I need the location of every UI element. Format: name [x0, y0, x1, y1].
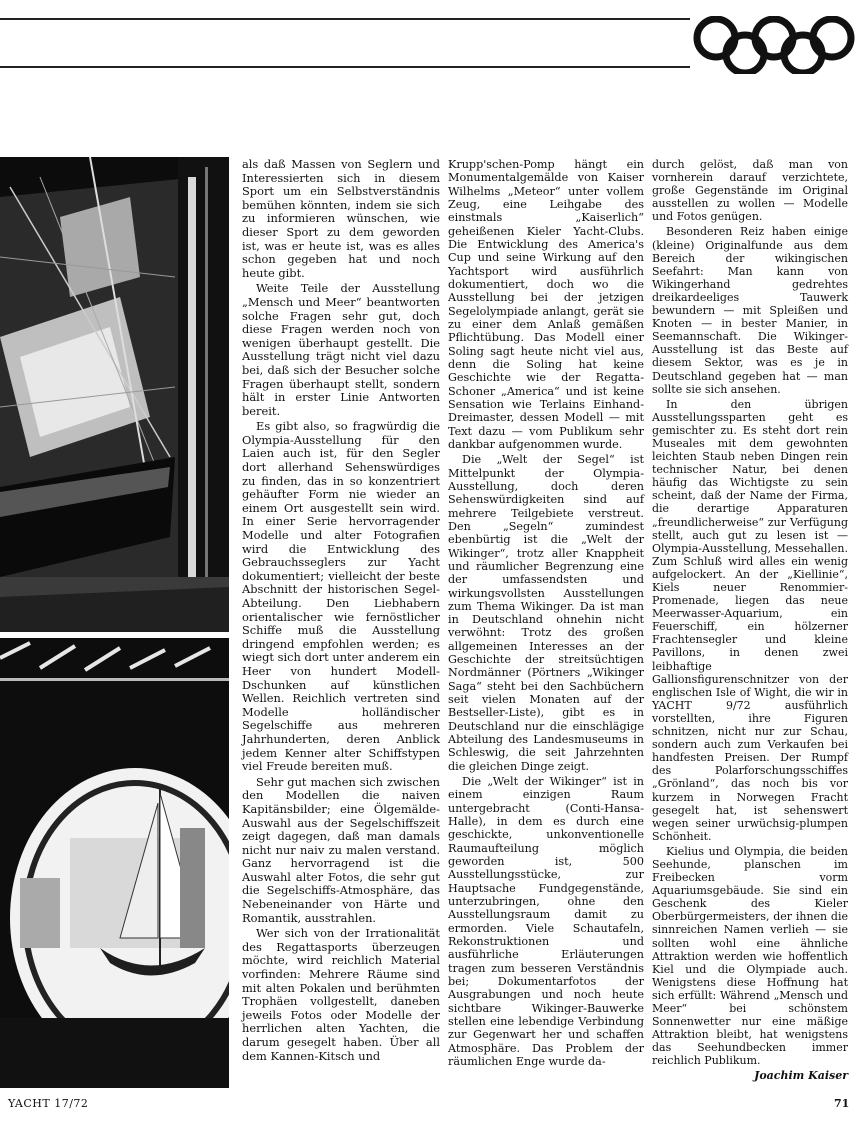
page-number: 71 — [834, 1097, 850, 1110]
porthole-boat-photo — [0, 638, 229, 1088]
olympic-rings-logo — [690, 16, 858, 74]
article-column-1 — [242, 158, 440, 1065]
paragraph: Sehr gut machen sich zwischen den Modellen die naiven Kapitänsbilder; eine Ölgemälde-Auswahl aus der Segelschiffszeit zeigt dagegen, daß man damals nicht nur naiv zu malen verstand. Ganz hervorragend ist die Auswahl alter Fotos, die sehr gut die Segelschiffs-Atmosphäre, das Nebeneinander von Härte und Romantik, ausstrahlen. — [242, 774, 440, 925]
paragraph: durch gelöst, daß man von vornherein darauf verzichtete, große Gegenstände im Original ausstellen zu wollen — Modelle und Fotos genügen. — [652, 158, 848, 224]
header-rule-middle — [0, 66, 690, 68]
header-rule-top — [0, 18, 690, 20]
paragraph: Es gibt also, so fragwürdig die Olympia-Ausstellung für den Laien auch ist, für den Segler dort allerhand Sehenswürdiges zu finden, das in so konzentriert gehäufter Form nie wieder an einem Ort ausgestellt sein wird. In einer Serie hervorragender Modelle und alter Fotografien wird die Entwicklung des Gebrauchsseglers zur Yacht dokumentiert; vielleicht der beste Abschnitt der historischen Segel-Abteilung. Den Liebhabern orientalischer wie fernöstlicher Schiffe muß die Ausstellung dringend empfohlen werden; es wiegt sich dort unter anderem ein Heer von hundert Modell-Dschunken auf künstlichen Wellen. Reichlich vertreten sind Modelle holländischer Segelschiffe aus mehreren Jahrhunderten, deren Anblick jedem Kenner alter Schiffstypen viel Freude bereiten muß. — [242, 419, 440, 774]
paragraph: Wer sich von der Irrationalität des Regattasports überzeugen möchte, wird reichlich Material vorfinden: Mehrere Räume sind mit alten Pokalen und berühmten Trophäen vollgestellt, daneben jeweils Fotos oder Modelle der herrlichen alten Yachten, die darum gesegelt haben. Über all dem Kannen-Kitsch und — [242, 926, 440, 1063]
paragraph: Die „Welt der Segel“ ist Mittelpunkt der Olympia-Ausstellung, doch deren Sehenswürdigkeiten sind auf mehrere Teilgebiete verstreut. Den „Segeln“ zumindest ebenbürtig ist die „Welt der Wikinger“, trotz aller Knappheit und räumlicher Begrenzung eine der umfassendsten und wirkungsvollsten Ausstellungen zum Thema Wikinger. Da ist man in Deutschland ohnehin nicht verwöhnt: Trotz des großen allgemeinen Interesses an der Geschichte der streitsüchtigen Nordmänner (Pörtners „Wikinger Saga“ steht bei den Sachbüchern seit vielen Monaten auf der Bestseller-Liste), gibt es in Deutschland nur die einschlägige Abteilung des Landesmuseums in Schleswig, die seit Jahrzehnten die gleichen Dinge zeigt. — [448, 453, 644, 773]
paragraph: Krupp'schen-Pomp hängt ein Monumentalgemälde von Kaiser Wilhelms „Meteor“ unter vollem Zeug, eine Leihgabe des einstmals „Kaiserlich“ geheißenen Kieler Yacht-Clubs. Die Entwicklung des America's Cup und seine Wirkung auf den Yachtsport wird ausführlich dokumentiert, doch wo die Ausstellung bei der jetzigen Segelolympiade anlangt, gerät sie zu einer dem Anlaß gemäßen Pflichtübung. Das Modell einer Soling sagt heute nicht viel aus, denn die Soling hat keine Geschichte wie der Regatta-Schoner „America“ und ist keine Sensation wie Terlains Einhand-Dreimaster, dessen Modell — mit Text dazu — vom Publikum sehr dankbar aufgenommen wurde. — [448, 158, 644, 451]
paragraph: Kielius und Olympia, die beiden Seehunde, planschen im Freibecken vorm Aquariumsgebäude. Sie sind ein Geschenk des Kieler Oberbürgermeisters, der ihnen die sinnreichen Namen verlieh — sie sollten wohl eine ähnliche Attraktion werden wie hoffentlich Kiel und die Olympiade auch. Wenigstens diese Hoffnung hat sich erfüllt: Während „Mensch und Meer“ bei schönstem Sonnenwetter nur eine mäßige Attraktion bleibt, hat wenigstens das Seehundbecken immer reichlich Publikum. — [652, 844, 848, 1068]
paragraph: Die „Welt der Wikinger“ ist in einem einzigen Raum untergebracht (Conti-Hansa-Halle), in dem es durch eine geschickte, unkonventionelle Raumaufteilung möglich geworden ist, 500 Ausstellungsstücke, zur Hauptsache Fundgegenstände, unterzubringen, ohne den Ausstellungsraum damit zu ermorden. Viele Schautafeln, Rekonstruktionen und ausführliche Erläuterungen tragen zum besseren Verständnis bei; Dokumentarfotos der Ausgrabungen und noch heute sichtbare Wikinger-Bauwerke stellen eine lebendige Verbindung zur Gegenwart her und schaffen Atmosphäre. Das Problem der räumlichen Enge wurde da- — [448, 775, 644, 1068]
paragraph: als daß Massen von Seglern und Interessierten sich in diesem Sport um ein Selbstverständnis bemühen könnten, indem sie sich zu informieren wünschen, wie dieser Sport zu dem geworden ist, was er heute ist, was es alles schon gegeben hat und noch heute gibt. — [242, 157, 440, 280]
author-signature: Joachim Kaiser — [754, 1069, 848, 1083]
ship-model-photo — [0, 157, 229, 632]
issue-label: YACHT 17/72 — [8, 1097, 89, 1110]
paragraph: Besonderen Reiz haben einige (kleine) Originalfunde aus dem Bereich der wikingischen Seefahrt: Man kann von Wikingerhand gedrehtes dreikardeeliges Tauwerk bewundern — mit Spleißen und Knoten — in bester Manier, in Seemannschaft. Die Wikinger-Ausstellung ist das Beste auf diesem Sektor, was es je in Deutschland gegeben hat — man sollte sie sich ansehen. — [652, 225, 848, 396]
article-column-2 — [448, 158, 644, 1070]
paragraph: In den übrigen Ausstellungssparten geht es gemischter zu. Es steht dort rein Museales mit dem gewohnten leichten Staub neben Dingen rein technischer Natur, bei denen häufig das Wichtigste zu sein scheint, daß der Name der Firma, die derartige Apparaturen „freundlicherweise“ zur Verfügung stellt, auch gut zu lesen ist — Olympia-Ausstellung, Messehallen. Zum Schluß wird alles ein wenig aufgelockert. An der „Kiellinie“, Kiels neuer Renommier-Promenade, liegen das neue Meerwasser-Aquarium, ein Feuerschiff, ein hölzerner Frachtensegler und kleine Pavillons, in denen zwei leibhaftige Gallionsfigurenschnitzer von der englischen Isle of Wight, die wir in YACHT 9/72 ausführlich vorstellten, ihre Figuren schnitzen, nicht nur zur Schau, sondern auch zum Verkaufen bei handfesten Preisen. Der Rumpf des Polarforschungsschiffes „Grönland“, das noch bis vor kurzem in Norwegen Fracht gesegelt hat, ist sehenswert wegen seiner urwüchsig-plumpen Schönheit. — [652, 397, 848, 843]
paragraph: Weite Teile der Ausstellung „Mensch und Meer“ beantworten solche Fragen sehr gut, doch diese Fragen werden noch von wenigen überhaupt gestellt. Die Ausstellung trägt nicht viel dazu bei, daß sich der Besucher solche Fragen überhaupt stellt, sondern hält in erster Linie Antworten bereit. — [242, 281, 440, 418]
article-column-3 — [652, 158, 848, 1085]
